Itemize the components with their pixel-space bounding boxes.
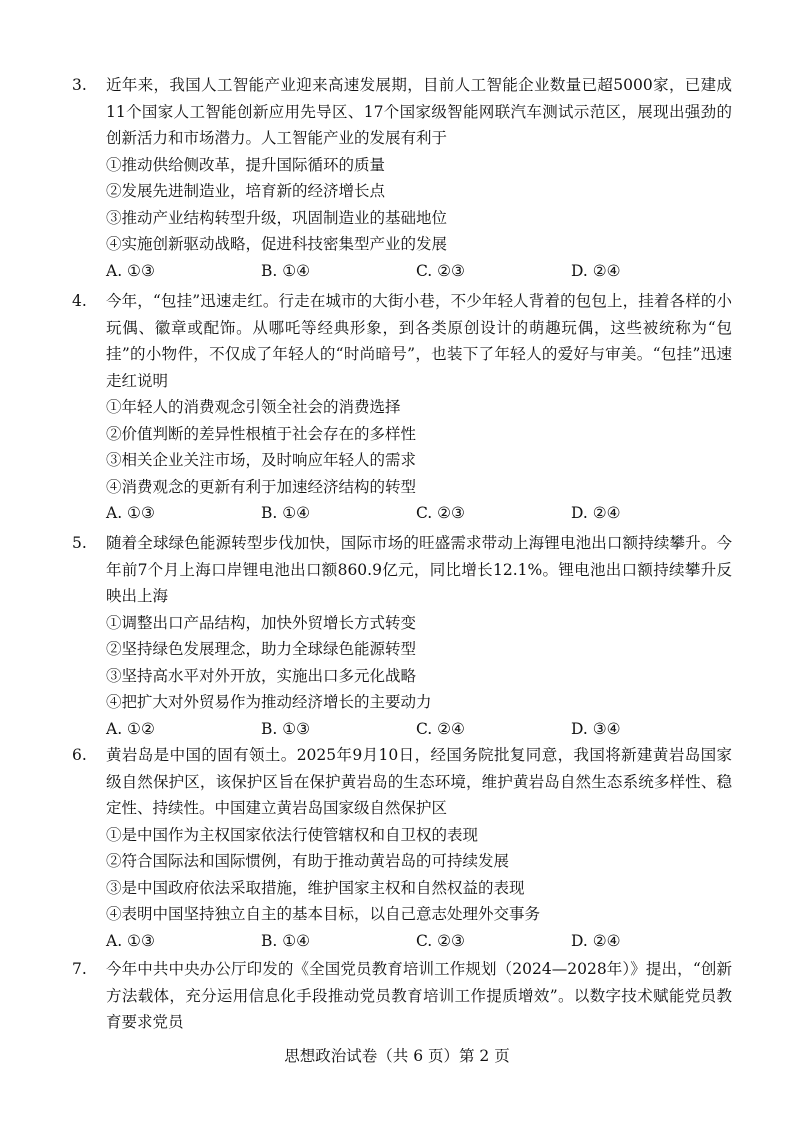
choice-d: D. ②④	[571, 931, 621, 950]
choice-a: A. ①③	[106, 261, 155, 280]
choice-c: C. ②④	[416, 719, 465, 738]
statement-option: ①推动供给侧改革，提升国际循环的质量	[106, 155, 386, 174]
choice-c: C. ②③	[416, 504, 465, 522]
answer-choices	[106, 500, 732, 527]
choice-a: A. ①②	[106, 719, 155, 738]
question-number: 7.	[72, 960, 87, 978]
statement-option: ③推动产业结构转型升级，巩固制造业的基础地位	[106, 208, 448, 227]
statement-option: ②坚持绿色发展理念，助力全球绿色能源转型	[106, 640, 417, 658]
statement-option: ④实施创新驱动战略，促进科技密集型产业的发展	[106, 235, 448, 253]
statement-option: ④把扩大对外贸易作为推动经济增长的主要动力	[106, 693, 432, 711]
statement-option: ②符合国际法和国际惯例，有助于推动黄岩岛的可持续发展	[106, 852, 510, 870]
question-number: 6.	[72, 746, 87, 764]
statement-option: ①调整出口产品结构，加快外贸增长方式转变	[106, 613, 417, 632]
statement-option: ③是中国政府依法采取措施，维护国家主权和自然权益的表现	[106, 878, 525, 897]
question-stem: 黄岩岛是中国的固有领土。2025年9月10日，经国务院批复同意，我国将新建黄岩岛国家级自然保护区，该保护区旨在保护黄岩岛的生态环境，维护黄岩岛自然生态系统多样性、稳定性、持续性。中国建立黄岩岛国家级自然保护区	[106, 746, 732, 817]
question-stem: 今年中共中央办公厅印发的《全国党员教育培训工作规划（2024—2028年）》提出，“创新方法载体，充分运用信息化手段推动党员教育培训工作提质增效”。以数字技术赋能党员教育要求党员	[106, 960, 732, 1031]
choice-b: B. ①③	[261, 719, 311, 738]
answer-choices	[106, 258, 732, 285]
answer-choices	[106, 716, 732, 743]
choice-a: A. ①③	[106, 931, 155, 950]
statement-option: ①是中国作为主权国家依法行使管辖权和自卫权的表现	[106, 825, 479, 844]
statement-option: ②价值判断的差异性根植于社会存在的多样性	[106, 424, 417, 443]
answer-choices	[106, 928, 732, 955]
statement-option: ③相关企业关注市场，及时响应年轻人的需求	[106, 451, 417, 469]
question-number: 5.	[72, 534, 87, 552]
choice-b: B. ①④	[261, 504, 311, 522]
question-7	[72, 956, 732, 1036]
question-6	[72, 742, 732, 954]
choice-d: D. ③④	[571, 719, 621, 738]
choice-d: D. ②④	[571, 504, 621, 522]
question-number: 3.	[72, 76, 87, 94]
statement-option: ④表明中国坚持独立自主的基本目标，以自己意志处理外交事务	[106, 905, 541, 923]
statement-option: ④消费观念的更新有利于加速经济结构的转型	[106, 477, 417, 496]
question-stem: 近年来，我国人工智能产业迎来高速发展期，目前人工智能企业数量已超5000家，已建成11个国家人工智能创新应用先导区、17个国家级智能网联汽车测试示范区，展现出强劲的创新活力和市场潜力。人工智能产业的发展有利于	[106, 76, 732, 147]
question-5	[72, 530, 732, 742]
page-footer: 思想政治试卷（共 6 页）第 2 页	[284, 1047, 510, 1065]
statement-option: ②发展先进制造业，培育新的经济增长点	[106, 182, 386, 200]
question-stem: 随着全球绿色能源转型步伐加快，国际市场的旺盛需求带动上海锂电池出口额持续攀升。今年前7个月上海口岸锂电池出口额860.9亿元，同比增长12.1%。锂电池出口额持续攀升反映出上海	[106, 534, 732, 605]
choice-c: C. ②③	[416, 261, 465, 280]
choice-a: A. ①③	[106, 504, 155, 522]
choice-b: B. ①④	[261, 931, 311, 950]
question-stem: 今年，“包挂”迅速走红。行走在城市的大街小巷，不少年轻人背着的包包上，挂着各样的小玩偶、徽章或配饰。从哪吒等经典形象，到各类原创设计的萌趣玩偶，这些被统称为“包挂”的小物件，不仅成了年轻人的“时尚暗号”，也装下了年轻人的爱好与审美。“包挂”迅速走红说明	[106, 292, 732, 390]
choice-d: D. ②④	[571, 261, 621, 280]
question-number: 4.	[72, 292, 87, 310]
question-4	[72, 288, 732, 527]
choice-b: B. ①④	[261, 261, 311, 280]
statement-option: ①年轻人的消费观念引领全社会的消费选择	[106, 398, 401, 416]
question-3	[72, 72, 732, 284]
statement-option: ③坚持高水平对外开放，实施出口多元化战略	[106, 666, 417, 685]
choice-c: C. ②③	[416, 931, 465, 950]
